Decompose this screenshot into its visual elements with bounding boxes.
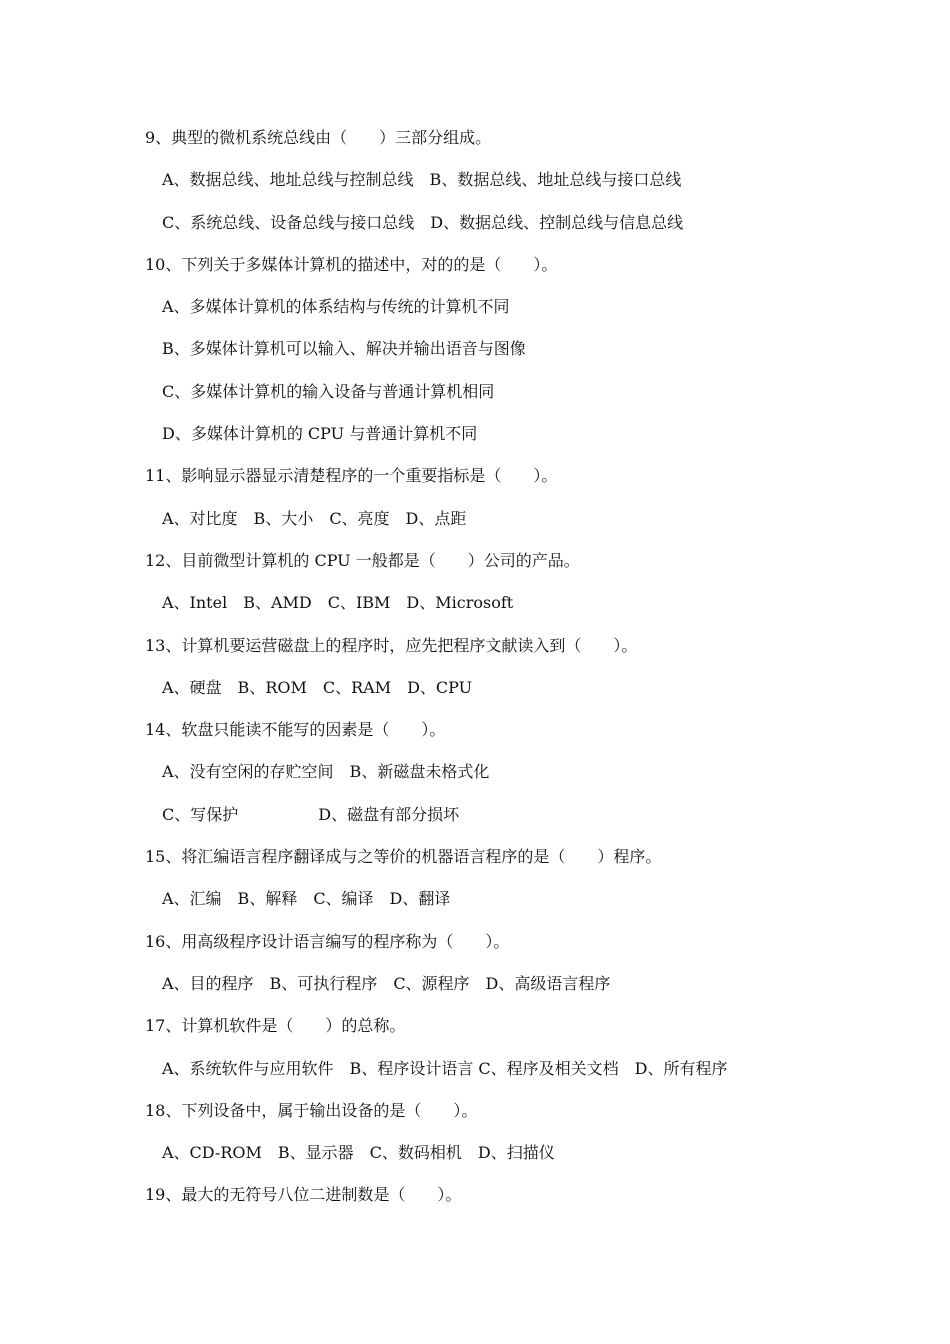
question-9: 9、典型的微机系统总线由（ ）三部分组成。: [145, 128, 492, 147]
question-15-options: A、汇编 B、解释 C、编译 D、翻译: [162, 889, 451, 909]
question-12: 12、目前微型计算机的 CPU 一般都是（ ）公司的产品。: [145, 550, 580, 570]
question-11-options: A、对比度 B、大小 C、亮度 D、点距: [162, 508, 467, 528]
question-12-options: A、Intel B、AMD C、IBM D、Microsoft: [162, 593, 514, 613]
question-14: 14、软盘只能读不能写的因素是（ ）。: [145, 720, 446, 740]
question-16: 16、用高级程序设计语言编写的程序称为（ ）。: [145, 931, 510, 951]
question-15: 15、将汇编语言程序翻译成与之等价的机器语言程序的是（ ）程序。: [145, 847, 662, 867]
question-16-options: A、目的程序 B、可执行程序 C、源程序 D、高级语言程序: [162, 973, 611, 993]
question-10-option-a: A、多媒体计算机的体系结构与传统的计算机不同: [162, 297, 510, 317]
question-10: 10、下列关于多媒体计算机的描述中，对的的是（ ）。: [145, 254, 558, 274]
question-9-options-cd: C、系统总线、设备总线与接口总线 D、数据总线、控制总线与信息总线: [162, 212, 684, 232]
question-18-options: A、CD-ROM B、显示器 C、数码相机 D、扫描仪: [162, 1143, 555, 1163]
question-11: 11、影响显示器显示清楚程序的一个重要指标是（ ）。: [145, 466, 558, 486]
question-13: 13、计算机要运营磁盘上的程序时，应先把程序文献读入到（ ）。: [145, 635, 638, 655]
question-list: [0, 117, 950, 1217]
question-18: 18、下列设备中，属于输出设备的是（ ）。: [145, 1100, 478, 1120]
question-13-options: A、硬盘 B、ROM C、RAM D、CPU: [162, 677, 473, 697]
question-14-options-ab: A、没有空闲的存贮空间 B、新磁盘未格式化: [162, 762, 490, 782]
question-10-option-c: C、多媒体计算机的输入设备与普通计算机相同: [162, 381, 495, 401]
question-10-option-b: B、多媒体计算机可以输入、解决并输出语音与图像: [162, 339, 526, 359]
question-17: 17、计算机软件是（ ）的总称。: [145, 1016, 406, 1036]
question-10-option-d: D、多媒体计算机的 CPU 与普通计算机不同: [162, 424, 478, 444]
question-14-options-cd: C、写保护 D、磁盘有部分损坏: [162, 804, 460, 824]
question-19: 19、最大的无符号八位二进制数是（ ）。: [145, 1185, 462, 1205]
question-9-options-ab: A、数据总线、地址总线与控制总线 B、数据总线、地址总线与接口总线: [162, 170, 682, 190]
question-17-options: A、系统软件与应用软件 B、程序设计语言 C、程序及相关文档 D、所有程序: [162, 1058, 728, 1078]
